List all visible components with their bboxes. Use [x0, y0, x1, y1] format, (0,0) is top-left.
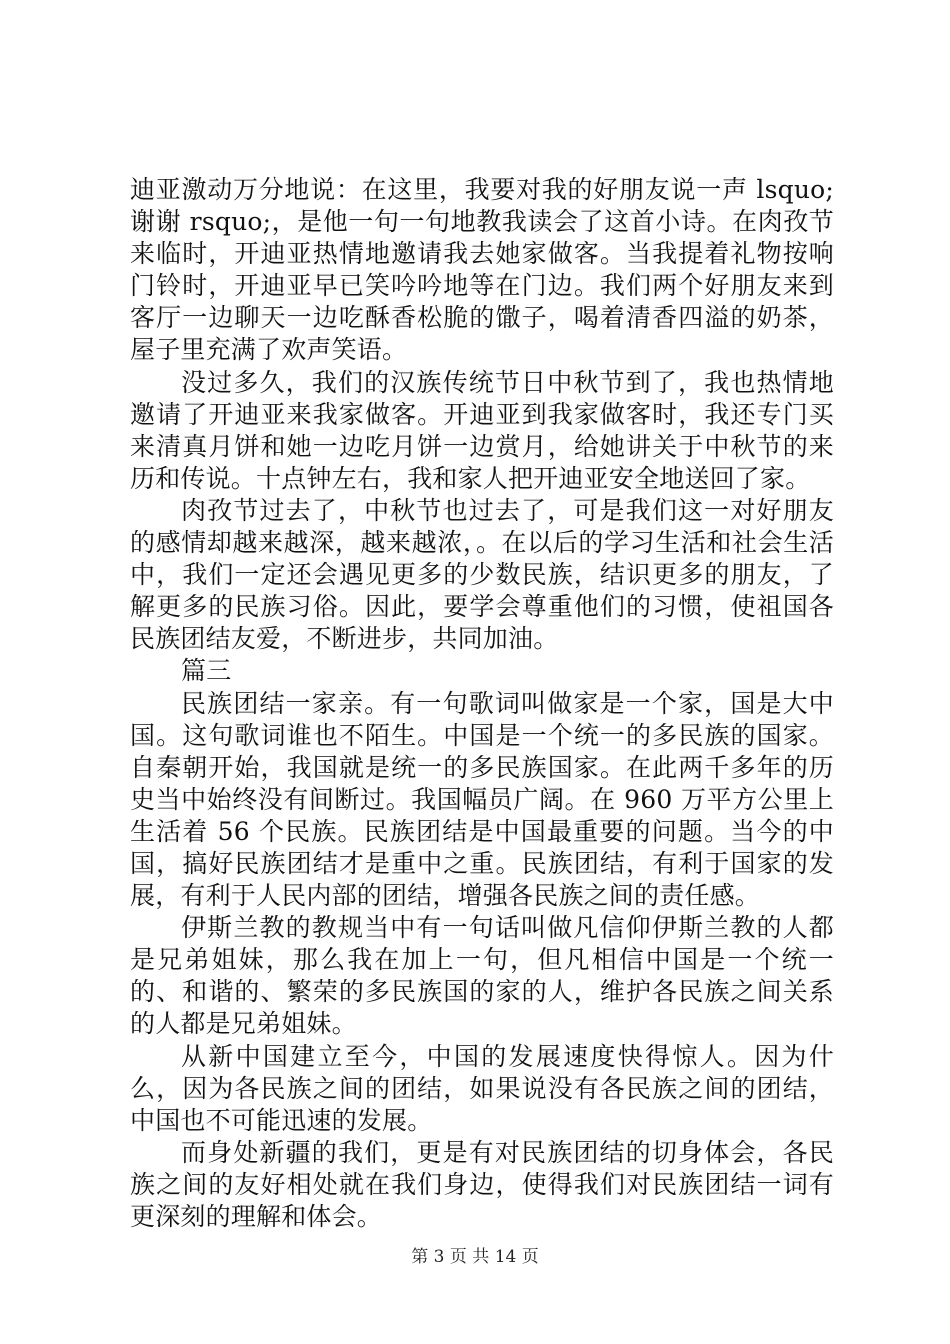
- paragraph: 没过多久，我们的汉族传统节日中秋节到了，我也热情地邀请了开迪亚来我家做客。开迪亚到我家做客时，我还专门买来清真月饼和她一边吃月饼一边赏月，给她讲关于中秋节的来历和传说。十点钟左右，我和家人把开迪亚安全地送回了家。: [130, 367, 834, 493]
- paragraph: 民族团结一家亲。有一句歌词叫做家是一个家，国是大中国。这句歌词谁也不陌生。中国是一个统一的多民族的国家。自秦朝开始，我国就是统一的多民族国家。在此两千多年的历史当中始终没有间断过。我国幅员广阔。在 960 万平方公里上生活着 56 个民族。民族团结是中国最重要的问题。当今的中国，搞好民族团结才是重中之重。民族团结，有利于国家的发展，有利于人民内部的团结，增强各民族之间的责任感。: [130, 688, 834, 911]
- paragraph: 从新中国建立至今，中国的发展速度快得惊人。因为什么，因为各民族之间的团结，如果说没有各民族之间的团结，中国也不可能迅速的发展。: [130, 1041, 834, 1135]
- paragraph: 伊斯兰教的教规当中有一句话叫做凡信仰伊斯兰教的人都是兄弟姐妹，那么我在加上一句，但凡相信中国是一个统一的、和谐的、繁荣的多民族国的家的人，维护各民族之间关系的人都是兄弟姐妹。: [130, 913, 834, 1039]
- section-heading: 篇三: [181, 656, 232, 686]
- paragraph: 迪亚激动万分地说：在这里，我要对我的好朋友说一声 lsquo;谢谢 rsquo;，是他一句一句地教我读会了这首小诗。在肉孜节来临时，开迪亚热情地邀请我去她家做客。当我提着礼物按响门铃时，开迪亚早已笑吟吟地等在门边。我们两个好朋友来到客厅一边聊天一边吃酥香松脆的馓子，喝着清香四溢的奶茶，屋子里充满了欢声笑语。: [130, 175, 834, 365]
- page-number-label: 第 3 页 共 14 页: [411, 1247, 539, 1267]
- paragraph: 肉孜节过去了，中秋节也过去了，可是我们这一对好朋友的感情却越来越深，越来越浓，。在以后的学习生活和社会生活中，我们一定还会遇见更多的少数民族，结识更多的朋友，了解更多的民族习俗。因此，要学会尊重他们的习惯，使祖国各民族团结友爱，不断进步，共同加油。: [130, 495, 834, 654]
- page-footer: [0, 1242, 950, 1267]
- document-body: [130, 174, 834, 1233]
- paragraph: 而身处新疆的我们，更是有对民族团结的切身体会，各民族之间的友好相处就在我们身边，使得我们对民族团结一词有更深刻的理解和体会。: [130, 1137, 834, 1231]
